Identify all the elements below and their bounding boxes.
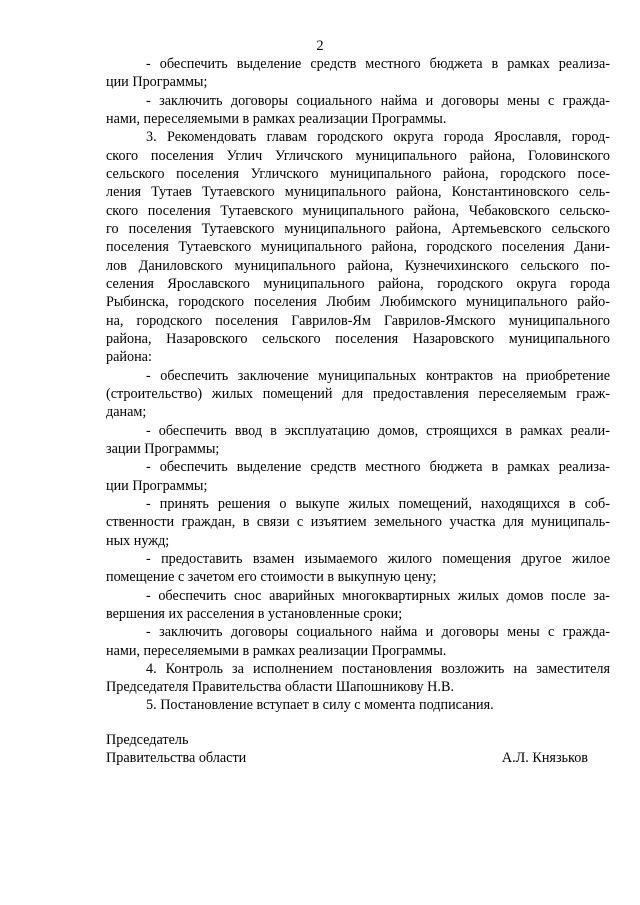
signatory-organization: Правительства области xyxy=(106,750,247,767)
text-line: - заключить договоры социального найма и договоры мены с гражда- xyxy=(146,92,610,109)
signatory-name: А.Л. Князьков xyxy=(501,750,588,767)
text-line: селения Ярославского муниципального района, городского округа города xyxy=(106,275,610,292)
text-line: - принять решения о выкупе жилых помещений, находящихся в соб- xyxy=(146,495,610,512)
text-line: - обеспечить выделение средств местного бюджета в рамках реализа- xyxy=(146,56,610,72)
text-line: - обеспечить выделение средств местного бюджета в рамках реализа- xyxy=(146,459,610,476)
text-line: - обеспечить снос аварийных многоквартирных жилых домов после за- xyxy=(146,587,610,604)
text-line: - обеспечить заключение муниципальных контрактов на приобретение xyxy=(146,367,610,384)
page-number: 2 xyxy=(316,38,324,54)
text-line: ского поселения Тутаевского муниципального района, Чебаковского сельско- xyxy=(106,202,610,219)
text-line: поселения Тутаевского муниципального района, городского поселения Дани- xyxy=(106,239,610,256)
text-line: ных нужд; xyxy=(106,532,170,549)
text-line: района: xyxy=(106,349,152,366)
text-line: 4. Контроль за исполнением постановления возложить на заместителя xyxy=(146,660,610,677)
document-body xyxy=(106,55,610,715)
text-line: (строительство) жилых помещений для предоставления переселяемым граж- xyxy=(106,385,610,402)
signature-block xyxy=(106,731,588,768)
text-line: помещение с зачетом его стоимости в выкупную цену; xyxy=(106,569,437,586)
text-line: нами, переселяемыми в рамках реализации Программы. xyxy=(106,642,447,659)
text-line: района, Назаровского сельского поселения Назаровского муниципального xyxy=(106,330,610,347)
text-line: нами, переселяемыми в рамках реализации Программы. xyxy=(106,110,447,127)
text-line: на, городского поселения Гаврилов-Ям Гаврилов-Ямского муниципального xyxy=(106,312,610,329)
text-line: данам; xyxy=(106,404,147,421)
text-line: - заключить договоры социального найма и договоры мены с гражда- xyxy=(146,624,610,641)
text-line: ления Тутаев Тутаевского муниципального района, Константиновского сель- xyxy=(106,184,610,201)
text-line: ции Программы; xyxy=(106,74,208,91)
text-line: зации Программы; xyxy=(106,440,220,457)
signatory-title: Председатель xyxy=(106,732,189,748)
text-line: ственности граждан, в связи с изъятием земельного участка для муниципаль- xyxy=(106,514,610,531)
text-line: 3. Рекомендовать главам городского округа города Ярославля, город- xyxy=(146,129,610,146)
text-line: - предоставить взамен изымаемого жилого помещения другое жилое xyxy=(146,550,610,567)
text-line: вершения их расселения в установленные сроки; xyxy=(106,605,403,622)
text-line: 5. Постановление вступает в силу с момента подписания. xyxy=(146,697,494,714)
text-line: сельского поселения Угличского муниципального района, городского посе- xyxy=(106,165,610,182)
text-line: Председателя Правительства области Шапошникову Н.В. xyxy=(106,679,454,696)
text-line: го поселения Тутаевского муниципального района, Артемьевского сельского xyxy=(106,220,610,237)
text-line: Рыбинска, городского поселения Любим Любимского муниципального райо- xyxy=(106,294,610,311)
text-line: лов Даниловского муниципального района, Кузнечихинского сельского по- xyxy=(106,257,610,274)
text-line: ции Программы; xyxy=(106,477,208,494)
text-line: - обеспечить ввод в эксплуатацию домов, строящихся в рамках реали- xyxy=(146,422,610,439)
text-line: ского поселения Углич Угличского муниципального района, Головинского xyxy=(106,147,610,164)
